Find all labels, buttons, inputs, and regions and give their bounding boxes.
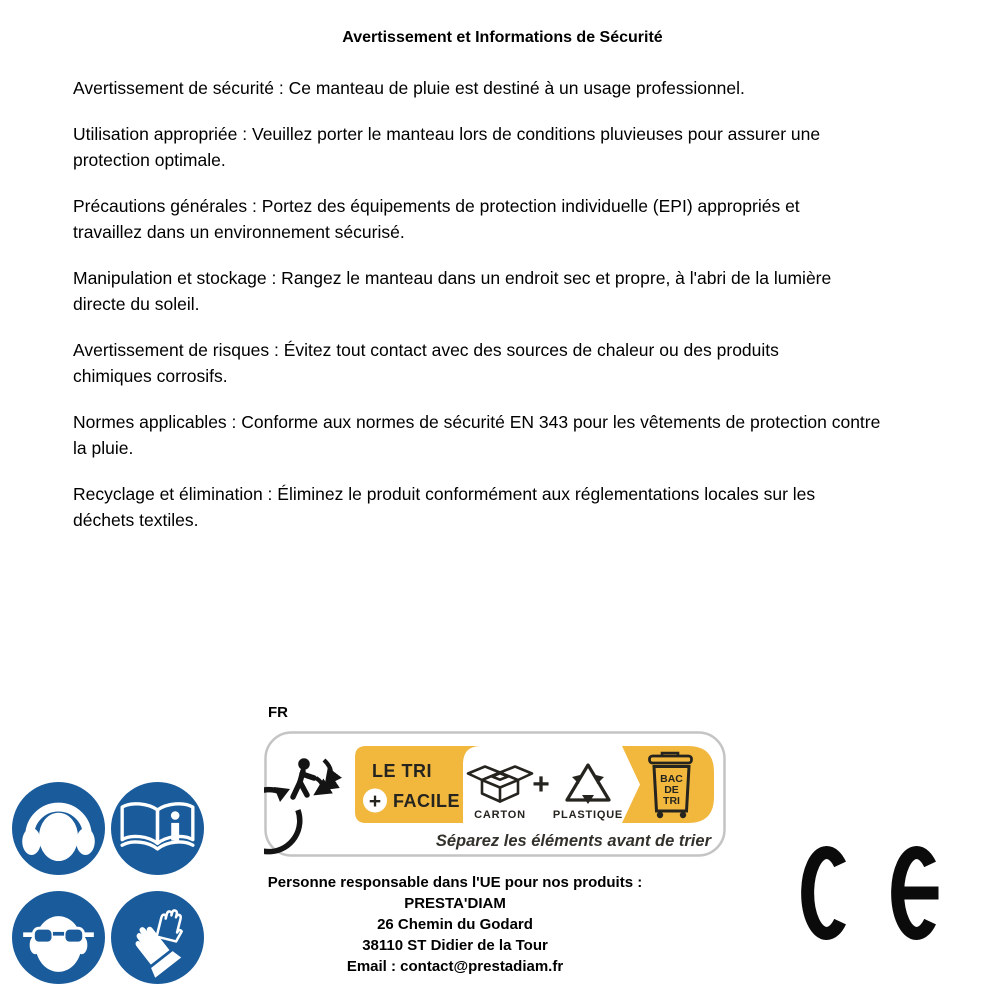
responsible-address2: 38110 ST Didier de la Tour xyxy=(362,937,548,954)
safety-text-block xyxy=(73,75,1003,553)
ce-marking-icon xyxy=(795,845,975,945)
responsible-address1: 26 Chemin du Godard xyxy=(377,916,533,933)
safety-paragraph: Utilisation appropriée : Veuillez porter le manteau lors de conditions pluvieuses pour assurer une protection optimale. xyxy=(73,124,821,170)
bin-text-line1: BAC xyxy=(660,773,683,785)
tri-plus: + xyxy=(368,790,382,813)
read-manual-icon xyxy=(111,782,204,875)
responsible-email: Email : contact@prestadiam.fr xyxy=(346,958,564,975)
material-right-label: PLASTIQUE xyxy=(552,809,624,821)
label-caption: Séparez les éléments avant de trier xyxy=(435,832,711,850)
tri-line1: LE TRI xyxy=(372,761,432,781)
material-left-label: CARTON xyxy=(474,809,526,821)
eye-protection-icon xyxy=(12,891,105,984)
safety-paragraph: Précautions générales : Portez des équipements de protection individuelle (EPI) appropriés et travaillez dans un environnement sécurisé. xyxy=(73,196,800,242)
tri-line2: FACILE xyxy=(393,791,461,811)
protective-gloves-icon xyxy=(111,891,204,984)
safety-paragraph: Normes applicables : Conforme aux normes de sécurité EN 343 pour les vêtements de protection contre la pluie. xyxy=(73,412,881,458)
page-title: Avertissement et Informations de Sécurité xyxy=(342,29,663,46)
bin-text-line3: TRI xyxy=(663,795,680,807)
responsible-company: PRESTA'DIAM xyxy=(404,895,506,912)
ear-protection-icon xyxy=(12,782,105,875)
responsible-block xyxy=(240,872,670,977)
safety-paragraph: Manipulation et stockage : Rangez le manteau dans un endroit sec et propre, à l'abri de la lumière directe du soleil. xyxy=(73,268,832,314)
ce-marking-text xyxy=(0,0,1,1)
responsible-line: Personne responsable dans l'UE pour nos produits : xyxy=(267,874,643,891)
fr-country-code: FR xyxy=(268,704,288,721)
mandatory-safety-icons xyxy=(12,782,204,984)
bin-text-line2: DE xyxy=(664,784,679,796)
safety-paragraph: Recyclage et élimination : Éliminez le produit conformément aux réglementations locales sur les déchets textiles. xyxy=(73,484,816,530)
safety-paragraph: Avertissement de sécurité : Ce manteau de pluie est destiné à un usage professionnel. xyxy=(73,78,745,98)
materials-plus: + xyxy=(532,768,550,801)
sorting-info-label xyxy=(264,731,726,857)
safety-paragraph: Avertissement de risques : Évitez tout contact avec des sources de chaleur ou des produits chimiques corrosifs. xyxy=(73,340,779,386)
